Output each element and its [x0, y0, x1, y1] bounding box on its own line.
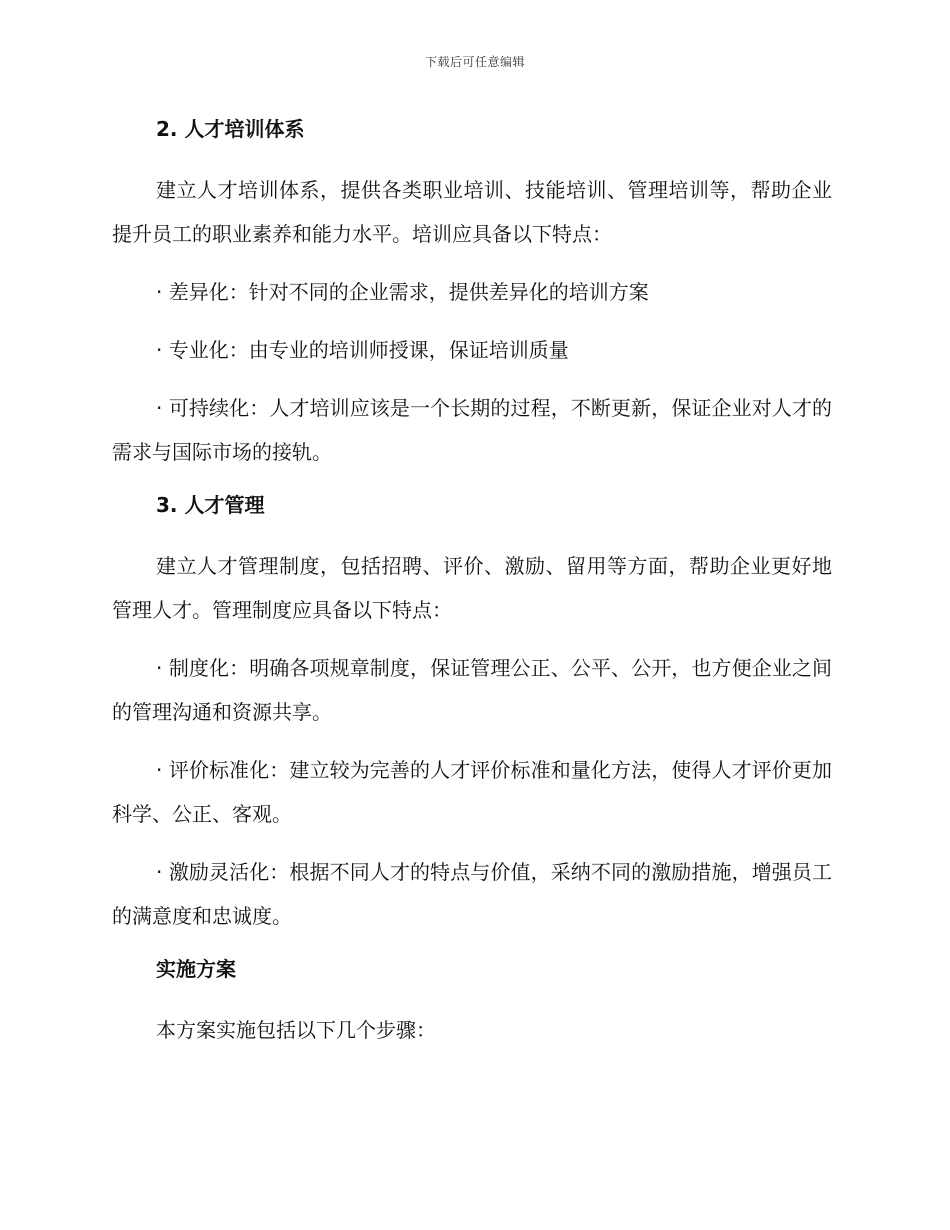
- bullet-institutionalization: · 制度化：明确各项规章制度，保证管理公正、公平、公开，也方便企业之间的管理沟通和资源共享。: [112, 656, 832, 724]
- paragraph-implementation-intro: 本方案实施包括以下几个步骤：: [156, 1018, 436, 1042]
- section-heading-training: 2. 人才培训体系: [156, 117, 305, 141]
- bullet-evaluation-standardization: · 评价标准化：建立较为完善的人才评价标准和量化方法，使得人才评价更加科学、公正、客观。: [112, 758, 832, 826]
- page-header: 下载后可任意编辑: [424, 55, 525, 69]
- bullet-specialization: · 专业化：由专业的培训师授课，保证培训质量: [156, 338, 569, 362]
- bullet-differentiation: · 差异化：针对不同的企业需求，提供差异化的培训方案: [156, 280, 649, 304]
- section-heading-implementation: 实施方案: [156, 957, 236, 981]
- paragraph-training-intro: 建立人才培训体系，提供各类职业培训、技能培训、管理培训等，帮助企业提升员工的职业素养和能力水平。培训应具备以下特点：: [112, 178, 832, 246]
- document-body: [112, 112, 832, 1052]
- bullet-sustainability: · 可持续化：人才培训应该是一个长期的过程，不断更新，保证企业对人才的需求与国际市场的接轨。: [112, 396, 832, 464]
- section-heading-management: 3. 人才管理: [156, 493, 265, 517]
- bullet-incentive-flexibility: · 激励灵活化：根据不同人才的特点与价值，采纳不同的激励措施，增强员工的满意度和忠诚度。: [112, 860, 832, 928]
- paragraph-management-intro: 建立人才管理制度，包括招聘、评价、激励、留用等方面，帮助企业更好地管理人才。管理制度应具备以下特点：: [112, 554, 832, 622]
